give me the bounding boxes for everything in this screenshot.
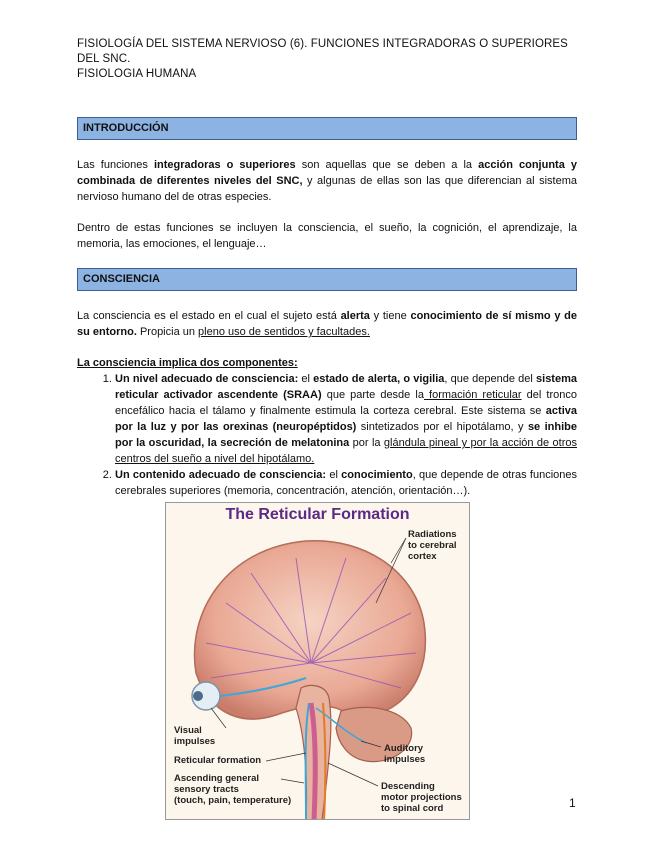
text: el: [326, 469, 342, 481]
intro-paragraph-1: [77, 157, 577, 205]
text: , que depende del: [444, 373, 537, 385]
text-bold: conocimiento de sí mismo y de su entorno.: [77, 310, 577, 338]
text: son aquellas que se deben a la: [295, 159, 479, 171]
list-item: [115, 467, 577, 499]
pupil: [193, 691, 203, 701]
text-bold: Un contenido adecuado de consciencia:: [115, 469, 327, 481]
text-bold: activa por la luz y por las orexinas (neuropéptidos): [115, 405, 577, 433]
text-underlined: glándula pineal y por la acción de otros centros del sueño a nivel del hipotálamo.: [115, 437, 578, 465]
list-heading: La consciencia implica dos componentes:: [77, 357, 298, 369]
reticular-formation-figure: [165, 502, 470, 820]
page-number: 1: [569, 796, 576, 810]
text-bold: acción conjunta y combinada de diferentes niveles del SNC,: [77, 159, 578, 187]
label-visual-impulses: Visual impulses: [174, 725, 216, 747]
text-bold: integradoras o superiores: [153, 159, 296, 171]
consciencia-paragraph-1: [77, 308, 577, 340]
components-block: [77, 355, 577, 499]
text: , que depende de otras funciones cerebrales superiores (memoria, concentración, atención, orientación…).: [115, 469, 577, 497]
components-list: [77, 371, 577, 499]
label-radiations: Radiations to cerebral cortex: [408, 529, 457, 562]
text: y algunas de ellas son las que diferencian al sistema nervioso humano del de otras especies.: [77, 175, 578, 203]
label-reticular-formation: Reticular formation: [174, 755, 262, 766]
text: por la: [349, 437, 384, 449]
text-underlined: formación reticular: [423, 389, 522, 401]
text-bold: conocimiento: [341, 469, 413, 481]
figure-title: The Reticular Formation: [225, 506, 410, 523]
text: Las funciones: [77, 159, 154, 171]
text-bold: Un nivel adecuado de consciencia:: [115, 373, 299, 385]
intro-paragraph-2: Dentro de estas funciones se incluyen la consciencia, el sueño, la cognición, el aprendizaje, la memoria, las emociones, el lenguaje…: [77, 222, 577, 250]
text: Propicia un: [136, 326, 199, 338]
label-auditory-impulses: Auditory impulses: [384, 743, 426, 765]
text: el: [298, 373, 314, 385]
document-header: [77, 37, 582, 82]
label-descending-projections: Descending motor projections to spinal cord: [381, 781, 462, 814]
text: sintetizados por el hipotálamo, y: [356, 421, 528, 433]
text: La consciencia es el estado en el cual el sujeto está: [77, 310, 341, 322]
label-ascending-tracts: Ascending general sensory tracts (touch, pain, temperature): [174, 773, 292, 806]
text-underlined: pleno uso de sentidos y facultades.: [198, 326, 370, 338]
text: del tronco encefálico hacia el tálamo y finalmente estimula la corteza cerebral. Este sistema se: [115, 389, 577, 417]
text-bold: estado de alerta, o vigilia: [313, 373, 445, 385]
text-bold: se inhibe por la oscuridad, la secreción de melatonina: [115, 421, 578, 449]
text: que parte desde la: [321, 389, 424, 401]
text-bold: alerta: [340, 310, 370, 322]
header-title: FISIOLOGÍA DEL SISTEMA NERVIOSO (6). FUNCIONES INTEGRADORAS O SUPERIORES DEL SNC.: [77, 38, 568, 65]
section-heading-intro: INTRODUCCIÓN: [77, 117, 577, 140]
text: y tiene: [369, 310, 411, 322]
header-subtitle: FISIOLOGIA HUMANA: [77, 68, 197, 80]
list-item: [115, 371, 577, 467]
section-heading-consciencia: CONSCIENCIA: [77, 268, 577, 291]
text-bold: sistema reticular activador ascendente (SRAA): [115, 373, 577, 401]
